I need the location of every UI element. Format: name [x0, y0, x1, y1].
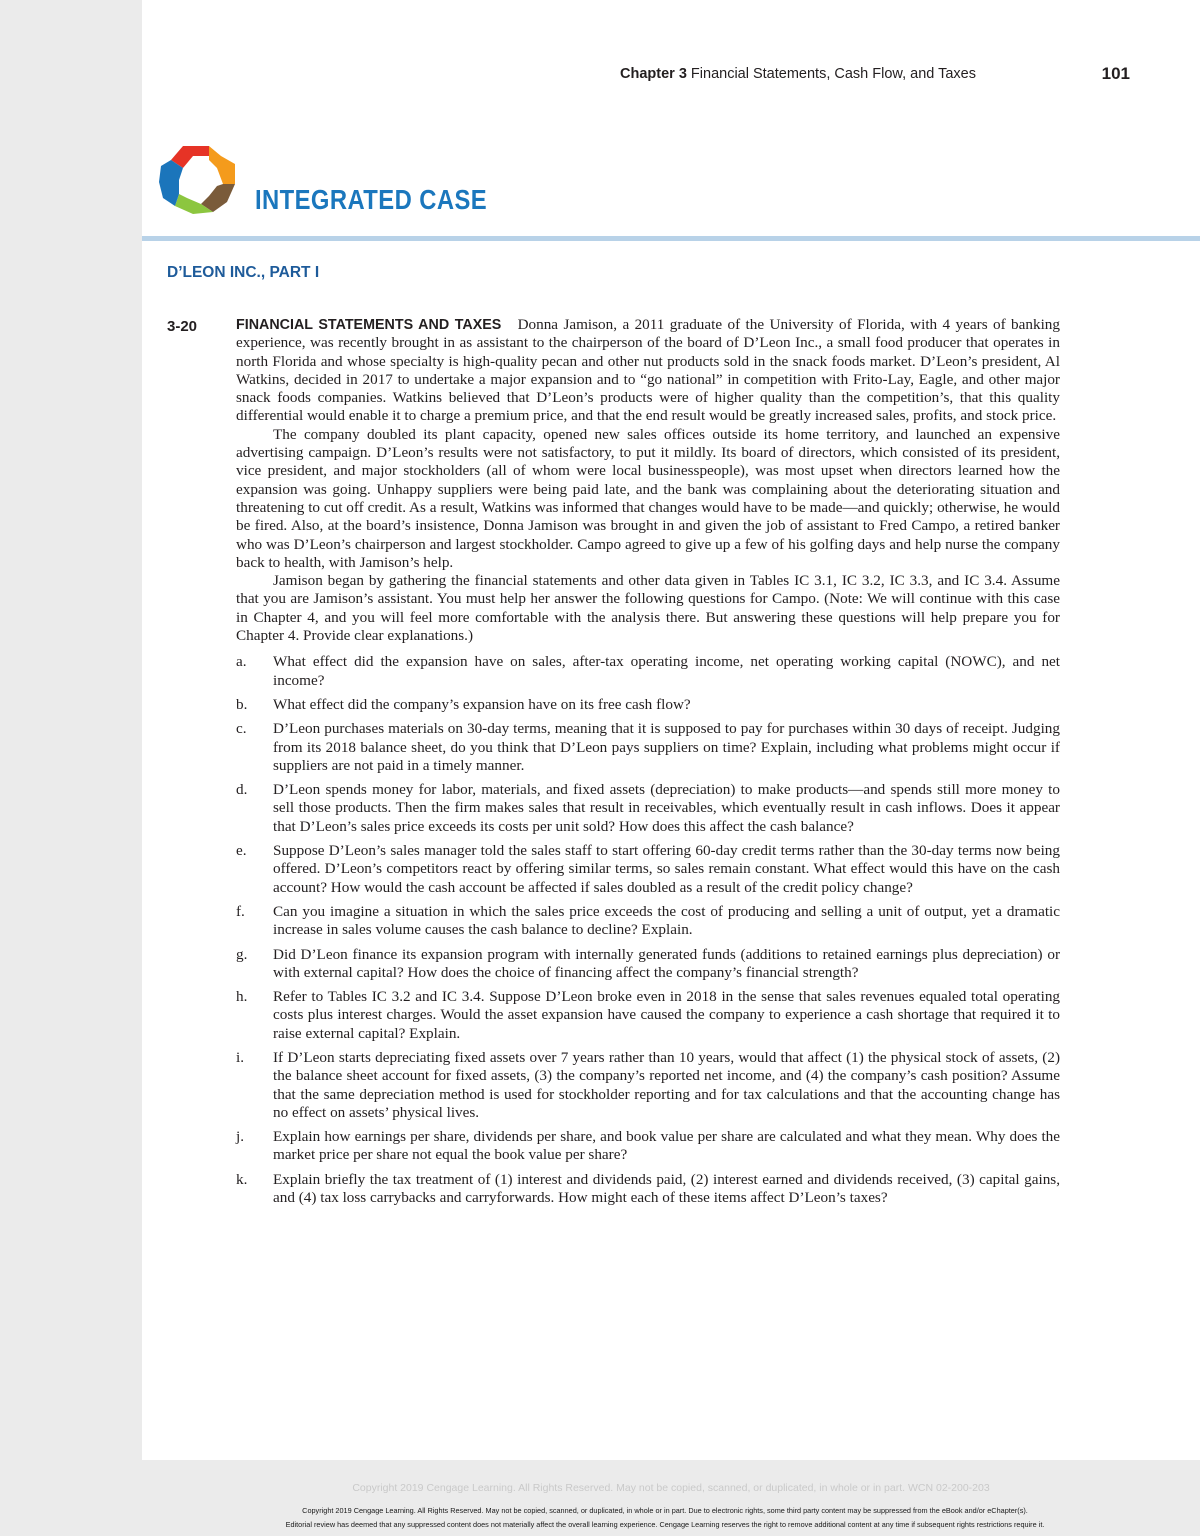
problem-body [236, 316, 1060, 1213]
question-item [236, 903, 1060, 940]
paragraph-text: Donna Jamison, a 2011 graduate of the University of Florida, with 4 years of banking experience, was recently brought in as assistant to the chairperson of the board of D’Leon Inc., a small food producer that operates in north Florida and whose specialty is high-quality pecan and other nut products sold in the snack foods market. D’Leon’s president, Al Watkins, decided in 2017 to undertake a major expansion and to “go national” in competition with Frito-Lay, Eagle, and other major snack foods companies. Watkins believed that D’Leon’s products were of higher quality than the competition’s, that this quality differential would enable it to charge a premium price, and that the end result would be greatly increased sales, profits, and stock price. [236, 316, 1060, 425]
question-letter: a. [236, 653, 247, 671]
section-divider [142, 236, 1200, 241]
chapter-title: Financial Statements, Cash Flow, and Taxes [690, 66, 976, 82]
problem-number: 3-20 [167, 318, 198, 335]
question-item [236, 720, 1060, 775]
question-text: D’Leon purchases materials on 30-day terms, meaning that it is supposed to pay for purchases within 30 days of receipt. Judging from its 2018 balance sheet, do you think that D’Leon pays suppliers on time? Explain, including what problems might occur if suppliers are not paid in a timely manner. [273, 720, 1060, 774]
question-text: What effect did the company’s expansion have on its free cash flow? [273, 695, 691, 713]
paragraph: The company doubled its plant capacity, opened new sales offices outside its home territory, and launched an expensive advertising campaign. D’Leon’s results were not satisfactory, to put it mildly. Its board of directors, which consisted of its president, vice president, and major stockholders (all of whom were local businesspeople), was most upset when directors learned how the expansion was going. Unhappy suppliers were being paid late, and the bank was complaining about the deteriorating situation and threatening to cut off credit. As a result, Watkins was informed that changes would have to be made—and quickly; otherwise, he would be fired. Also, at the board’s insistence, Donna Jamison was brought in and given the job of assistant to Fred Campo, a retired banker who was D’Leon’s chairperson and largest stockholder. Campo agreed to give up a few of his golfing days and help nurse the company back to health, with Jamison’s help. [236, 425, 1060, 571]
question-letter: b. [236, 695, 248, 713]
running-header [620, 66, 1130, 90]
question-letter: d. [236, 781, 248, 799]
question-item [236, 781, 1060, 836]
question-item [236, 1049, 1060, 1122]
question-text: Did D’Leon finance its expansion program with internally generated funds (additions to retained earnings plus depreciation) or with external capital? How does the choice of financing affect the company’s financial strength? [273, 945, 1060, 981]
question-letter: j. [236, 1128, 245, 1146]
question-text: Explain how earnings per share, dividends per share, and book value per share are calculated and what they mean. Why does the market price per share not equal the book value per share? [273, 1128, 1060, 1164]
question-item [236, 653, 1060, 690]
footer-line-1: Copyright 2019 Cengage Learning. All Rights Reserved. May not be copied, scanned, or duplicated, in whole or in part. Due to electronic rights, some third party content may be suppressed from the eBook and/or eChapter(s). [302, 1506, 1028, 1515]
page-number: 101 [1101, 64, 1130, 83]
chapter-label: Chapter 3 [620, 66, 687, 82]
question-list [236, 653, 1060, 1207]
question-item [236, 1171, 1060, 1208]
footer-line-2: Editorial review has deemed that any suppressed content does not materially affect the overall learning experience. Cengage Learning reserves the right to remove additional content at any time if subsequent rights restrictions require it. [285, 1520, 1045, 1529]
problem-title: FINANCIAL STATEMENTS AND TAXES [236, 317, 502, 333]
question-item [236, 1128, 1060, 1165]
question-text: If D’Leon starts depreciating fixed assets over 7 years rather than 10 years, would that affect (1) the physical stock of assets, (2) the balance sheet account for fixed assets, (3) the company’s reported net income, and (4) the company’s cash position? Assume that the same depreciation method is used for stockholder reporting and for tax calculations and that the accounting change has no effect on assets’ physical lives. [273, 1048, 1060, 1121]
paragraph: Jamison began by gathering the financial statements and other data given in Tables IC 3.1, IC 3.2, IC 3.3, and IC 3.4. Assume that you are Jamison’s assistant. You must help her answer the following questions for Campo. (Note: We will continue with this case in Chapter 4, and you will feel more comfortable with the analysis there. But answering these questions will help prepare you for Chapter 4. Provide clear explanations.) [236, 572, 1060, 645]
case-part-title: D’LEON INC., PART I [167, 264, 320, 281]
left-margin-band [0, 0, 142, 1536]
question-text: What effect did the expansion have on sales, after-tax operating income, net operating working capital (NOWC), and net income? [273, 653, 1060, 689]
question-text: Refer to Tables IC 3.2 and IC 3.4. Suppose D’Leon broke even in 2018 in the sense that sales revenues equaled total operating costs plus interest charges. Would the asset expansion have caused the company to experience a cash shortage that required it to raise external capital? Explain. [273, 988, 1060, 1042]
copyright-watermark: Copyright 2019 Cengage Learning. All Rights Reserved. May not be copied, scanned, or duplicated, in whole or in part. WCN 02-200-203 [352, 1482, 990, 1494]
question-text: Explain briefly the tax treatment of (1) interest and dividends paid, (2) interest earned and dividends received, (3) capital gains, and (4) tax loss carrybacks and carryforwards. How might each of these items affect D’Leon’s taxes? [273, 1170, 1060, 1207]
question-text: Can you imagine a situation in which the sales price exceeds the cost of producing and selling a unit of output, yet a dramatic increase in sales volume causes the cash balance to decline? Explain. [273, 902, 1060, 939]
paragraph [236, 316, 1060, 426]
question-item [236, 842, 1060, 897]
question-letter: e. [236, 842, 247, 860]
question-letter: g. [236, 945, 248, 963]
section-title: INTEGRATED CASE [255, 184, 488, 215]
question-letter: h. [236, 988, 248, 1006]
question-letter: i. [236, 1048, 245, 1066]
question-text: Suppose D’Leon’s sales manager told the sales staff to start offering 60-day credit terms rather than the 30-day terms now being offered. D’Leon’s competitors react by offering similar terms, so sales remain constant. What effect would this have on the cash account? How would the cash account be affected if sales doubled as a result of the credit policy change? [273, 842, 1060, 896]
question-letter: k. [236, 1170, 248, 1188]
integrated-case-logo-icon [157, 146, 239, 218]
question-item [236, 946, 1060, 983]
question-letter: f. [236, 902, 245, 920]
question-text: D’Leon spends money for labor, materials, and fixed assets (depreciation) to make products—and spends still more money to sell those products. Then the firm makes sales that result in receivables, which eventually result in cash inflows. Does it appear that D’Leon’s sales price exceeds its costs per unit sold? How does this affect the cash balance? [273, 781, 1060, 835]
question-item [236, 696, 1060, 714]
question-letter: c. [236, 720, 247, 738]
question-item [236, 988, 1060, 1043]
